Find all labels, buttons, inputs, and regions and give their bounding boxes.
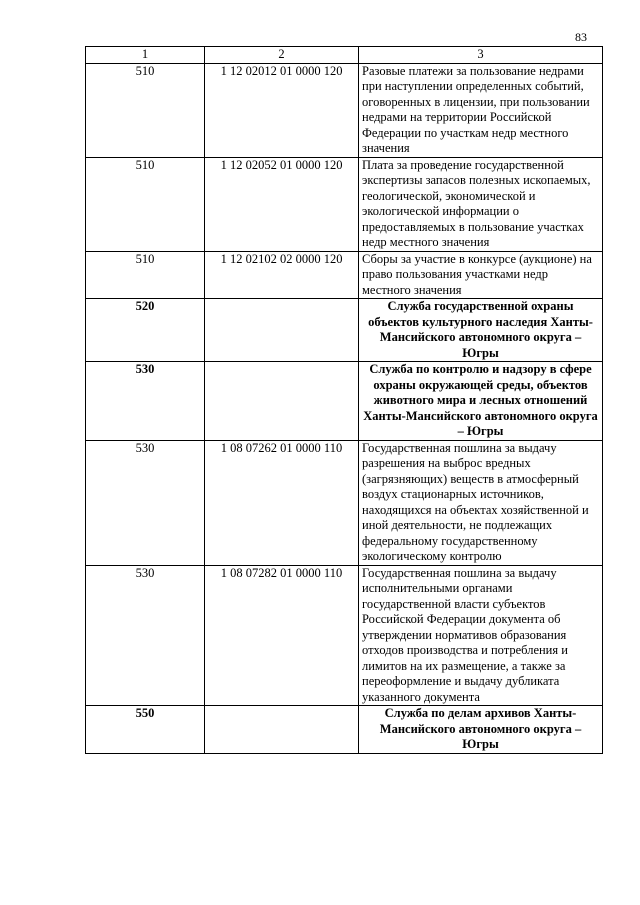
administrator-code-cell: 520 (86, 299, 205, 362)
administrator-code-cell: 530 (86, 565, 205, 706)
administrator-code-cell: 510 (86, 251, 205, 299)
revenue-code-cell: 1 12 02012 01 0000 120 (205, 63, 359, 157)
administrator-code-cell: 550 (86, 706, 205, 754)
table-row (86, 63, 603, 157)
administrator-name-cell: Служба по делам архивов Ханты-Мансийского автономного округа – Югры (359, 706, 603, 754)
section-row (86, 706, 603, 754)
revenue-code-cell (205, 299, 359, 362)
revenue-code-cell: 1 12 02052 01 0000 120 (205, 157, 359, 251)
header-cell-3: 3 (359, 47, 603, 64)
page-number: 83 (575, 30, 587, 44)
administrator-code-cell: 530 (86, 362, 205, 441)
section-row (86, 299, 603, 362)
revenue-name-cell: Сборы за участие в конкурсе (аукционе) на право пользования участками недр местного значения (359, 251, 603, 299)
table-row (86, 440, 603, 565)
table-row (86, 251, 603, 299)
revenue-name-cell: Плата за проведение государственной экспертизы запасов полезных ископаемых, геологической, экономической и экологической информации о предоставляемых в пользование участках недр местного значения (359, 157, 603, 251)
header-cell-1: 1 (86, 47, 205, 64)
revenue-codes-table (85, 46, 603, 754)
revenue-code-cell (205, 706, 359, 754)
revenue-code-cell: 1 08 07282 01 0000 110 (205, 565, 359, 706)
administrator-name-cell: Служба по контролю и надзору в сфере охраны окружающей среды, объектов животного мира и лесных отношений Ханты-Мансийского автономного округа – Югры (359, 362, 603, 441)
revenue-code-cell: 1 08 07262 01 0000 110 (205, 440, 359, 565)
administrator-code-cell: 510 (86, 157, 205, 251)
revenue-code-cell (205, 362, 359, 441)
table-row (86, 565, 603, 706)
header-cell-2: 2 (205, 47, 359, 64)
table-header-row (86, 47, 603, 64)
section-row (86, 362, 603, 441)
table-row (86, 157, 603, 251)
administrator-name-cell: Служба государственной охраны объектов культурного наследия Ханты-Мансийского автономного округа – Югры (359, 299, 603, 362)
revenue-name-cell: Государственная пошлина за выдачу разрешения на выброс вредных (загрязняющих) веществ в атмосферный воздух стационарных источников, находящихся на объектах хозяйственной и иной деятельности, не подлежащих федеральному государственному экологическому контролю (359, 440, 603, 565)
revenue-name-cell: Разовые платежи за пользование недрами при наступлении определенных событий, оговоренных в лицензии, при пользовании недрами на территории Российской Федерации по участкам недр местного значения (359, 63, 603, 157)
administrator-code-cell: 510 (86, 63, 205, 157)
administrator-code-cell: 530 (86, 440, 205, 565)
revenue-name-cell: Государственная пошлина за выдачу исполнительными органами государственной власти субъектов Российской Федерации документа об утверждении нормативов образования отходов производства и потребления и лимитов на их размещение, а также за переоформление и выдачу дубликата указанного документа (359, 565, 603, 706)
revenue-code-cell: 1 12 02102 02 0000 120 (205, 251, 359, 299)
